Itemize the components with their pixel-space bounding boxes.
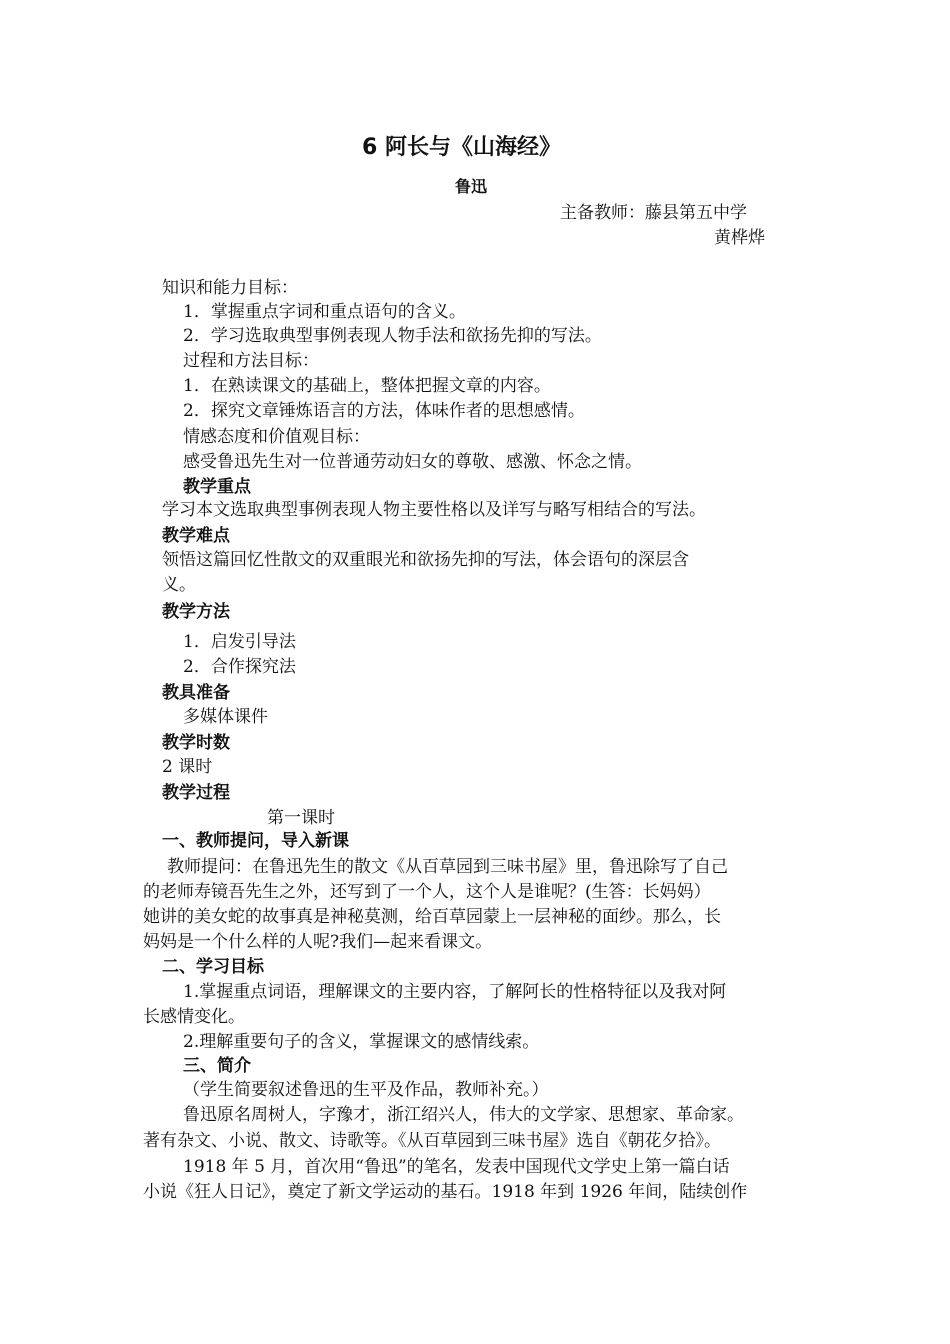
section-heading: 三、简介 <box>183 1056 251 1076</box>
text-line: 义。 <box>162 575 196 595</box>
text-line: 情感态度和价值观目标： <box>183 427 370 447</box>
text-line: 鲁迅原名周树人，字豫才，浙江绍兴人，伟大的文学家、思想家、革命家。 <box>183 1105 744 1125</box>
text-line: 2．合作探究法 <box>183 657 296 677</box>
text-line: 她讲的美女蛇的故事真是神秘莫测，给百草园蒙上一层神秘的面纱。那么，长 <box>143 907 721 927</box>
text-line: 多媒体课件 <box>183 707 268 727</box>
text-line: 2．学习选取典型事例表现人物手法和欲扬先抑的写法。 <box>183 326 602 346</box>
text-line: 学习本文选取典型事例表现人物主要性格以及详写与略写相结合的写法。 <box>162 500 706 520</box>
section-heading: 教学过程 <box>162 783 230 803</box>
section-heading: 教学重点 <box>183 477 251 497</box>
text-line: 1．掌握重点字词和重点语句的含义。 <box>183 302 466 322</box>
text-line: 1．在熟读课文的基础上，整体把握文章的内容。 <box>183 376 551 396</box>
section-heading: 教学方法 <box>162 602 230 622</box>
text-line: 感受鲁迅先生对一位普通劳动妇女的尊敬、感激、怀念之情。 <box>183 452 642 472</box>
text-line: 领悟这篇回忆性散文的双重眼光和欲扬先抑的写法，体会语句的深层含 <box>162 550 689 570</box>
teacher-name: 黄桦烨 <box>714 228 765 248</box>
text-line: 2．探究文章锤炼语言的方法，体味作者的思想感情。 <box>183 401 585 421</box>
section-heading: 教具准备 <box>162 683 230 703</box>
text-line: 1．启发引导法 <box>183 632 296 652</box>
text-line: 2 课时 <box>162 757 213 777</box>
section-heading: 一、教师提问，导入新课 <box>162 831 349 851</box>
text-line: 知识和能力目标： <box>162 278 298 298</box>
text-line: （学生简要叙述鲁迅的生平及作品，教师补充。） <box>183 1080 549 1100</box>
text-line: 1918 年 5 月，首次用“鲁迅”的笔名，发表中国现代文学史上第一篇白话 <box>183 1157 730 1177</box>
text-line: 1.掌握重点词语，理解课文的主要内容，了解阿长的性格特征以及我对阿 <box>183 982 727 1002</box>
author: 鲁迅 <box>455 177 488 196</box>
text-line: 的老师寿镜吾先生之外，还写到了一个人，这个人是谁呢？(生答：长妈妈） <box>143 882 711 902</box>
text-line: 著有杂文、小说、散文、诗歌等。《从百草园到三味书屋》选自《朝花夕拾》。 <box>143 1131 721 1151</box>
text-line: 小说《狂人日记》，奠定了新文学运动的基石。1918 年到 1926 年间，陆续创作 <box>143 1182 748 1202</box>
text-line: 2.理解重要句子的含义，掌握课文的感情线索。 <box>183 1032 540 1052</box>
section-heading: 教学难点 <box>162 526 230 546</box>
section-heading: 教学时数 <box>162 733 230 753</box>
text-line: 长感情变化。 <box>143 1007 245 1027</box>
text-line: 教师提问：在鲁迅先生的散文《从百草园到三味书屋》里，鲁迅除写了自己 <box>167 857 728 877</box>
section-heading: 二、学习目标 <box>162 957 264 977</box>
text-line: 妈妈是一个什么样的人呢?我们—起来看课文。 <box>143 932 493 952</box>
page-title: 6 阿长与《山海经》 <box>362 135 561 160</box>
text-line: 过程和方法目标： <box>183 351 319 371</box>
teacher-line: 主备教师：藤县第五中学 <box>560 203 747 223</box>
text-line: 第一课时 <box>267 808 335 828</box>
